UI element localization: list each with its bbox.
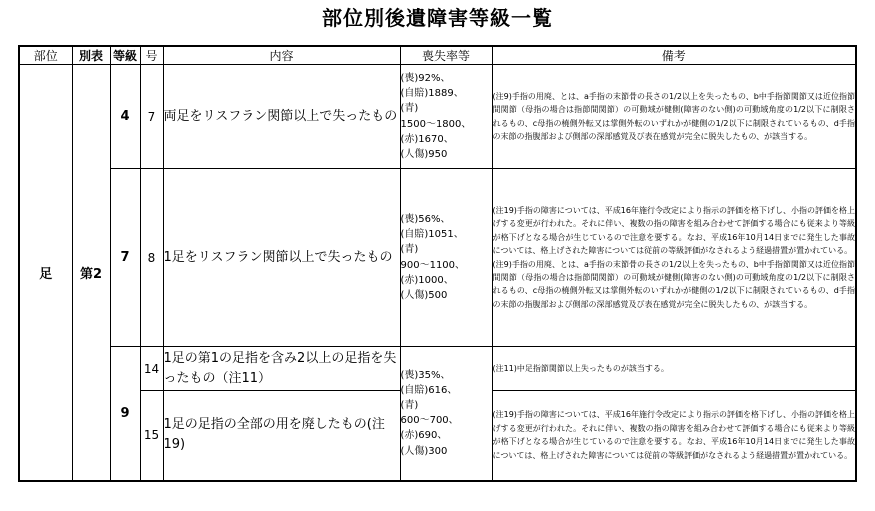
table-row [19, 169, 856, 347]
rate-line: 1500～1800、 [400, 118, 472, 130]
rate-line: (青) [400, 400, 419, 412]
note-text: (注19)手指の障害については、平成16年施行令改定により指示の評価を格下げし、小指の評価を格上げする変更が行われた。それに伴い、複数の指の障害を組み合わせて評価する場合にも従来より等級が格下げとなる場合が生じているので注意を要する。なお、平成16年10月14日までに発生した事故については、格上げされた障害については従前の等級評価がなされるよう経過措置が置かれている。 [492, 410, 855, 460]
part-cell: 足 [19, 65, 72, 481]
rate-line: (赤)1670、 [400, 133, 454, 145]
header-part: 部位 [19, 46, 72, 65]
table-row [19, 65, 856, 169]
rate-line: (自賠)1051、 [400, 229, 464, 241]
header-row [19, 46, 856, 65]
notes-cell [492, 391, 856, 481]
page-title: 部位別後遺障害等級一覧 [322, 6, 553, 30]
rate-line: (青) [400, 103, 419, 115]
number-cell: 15 [140, 391, 163, 481]
table-cell: 第2 [72, 65, 110, 481]
note-text: (注9)手指の用廃、とは、a手指の末節骨の長さの1/2以上を失ったもの、b中手指節関節又は近位指節間関節（母指の場合は指節間関節）の可動域が健側(障害のない側)の可動域角度の1/2以下に制限されるもの、c母指の橈側外転又は掌側外転のいずれかが健側の1/2以下に制限されているもの、d手指の末節の指腹部および側部の深部感覚及び表在感覚が完全に脱失したもの、が該当する。 [492, 91, 855, 141]
rate-line: (人傷)300 [400, 445, 448, 457]
rate-line: (自賠)616、 [400, 384, 458, 396]
rate-line: 900～1100、 [400, 259, 466, 271]
content-cell: 1足の足指の全部の用を廃したもの(注19) [163, 391, 400, 481]
notes-cell [492, 65, 856, 169]
grade-cell: 9 [110, 347, 140, 481]
rate-line: (赤)1000、 [400, 274, 454, 286]
rate-cell [400, 169, 492, 347]
rate-line: (人傷)500 [400, 289, 448, 301]
number-cell: 14 [140, 347, 163, 391]
rate-cell [400, 347, 492, 481]
rate-line: (喪)56%、 [400, 213, 451, 225]
header-content: 内容 [163, 46, 400, 65]
rate-line: (喪)92%、 [400, 72, 451, 84]
note-text: (注9)手指の用廃、とは、a手指の末節骨の長さの1/2以上を失ったもの、b中手指節関節又は近位指節間関節（母指の場合は指節間関節）の可動域が健側(障害のない側)の可動域角度の1/2以下に制限されるもの、c母指の橈側外転又は掌側外転のいずれかが健側の1/2以下に制限されているもの、d手指の末節の指腹部および側部の深部感覚及び表在感覚が完全に脱失したもの、が該当する。 [492, 259, 855, 309]
note-text: (注19)手指の障害については、平成16年施行令改定により指示の評価を格下げし、小指の評価を格上げする変更が行われた。それに伴い、複数の指の障害を組み合わせて評価する場合にも従来より等級が格下げとなる場合が生じているので注意を要する。なお、平成16年10月14日までに発生した事故については、格上げされた障害については従前の等級評価がなされるよう経過措置が置かれている。 [492, 205, 855, 256]
disability-grade-table [18, 45, 857, 482]
notes-cell [492, 169, 856, 347]
header-rate: 喪失率等 [400, 46, 492, 65]
header-grade: 等級 [110, 46, 140, 65]
rate-line: (赤)690、 [400, 430, 448, 442]
rate-line: (自賠)1889、 [400, 88, 464, 100]
number-cell: 7 [140, 65, 163, 169]
rate-cell [400, 65, 492, 169]
rate-line: (青) [400, 244, 419, 256]
content-cell: 両足をリスフラン関節以上で失ったもの [163, 65, 400, 169]
grade-cell: 7 [110, 169, 140, 347]
notes-cell [492, 347, 856, 391]
rate-line: (人傷)950 [400, 148, 448, 160]
table-row [19, 347, 856, 391]
header-number: 号 [140, 46, 163, 65]
rate-line: (喪)35%、 [400, 369, 451, 381]
header-notes: 備考 [492, 46, 856, 65]
content-cell: 1足の第1の足指を含み2以上の足指を失ったもの（注11） [163, 347, 400, 391]
content-cell: 1足をリスフラン関節以上で失ったもの [163, 169, 400, 347]
header-table: 別表 [72, 46, 110, 65]
number-cell: 8 [140, 169, 163, 347]
rate-line: 600～700、 [400, 415, 459, 427]
grade-cell: 4 [110, 65, 140, 169]
note-text: (注11)中足指節関節以上失ったものが該当する。 [492, 363, 669, 373]
